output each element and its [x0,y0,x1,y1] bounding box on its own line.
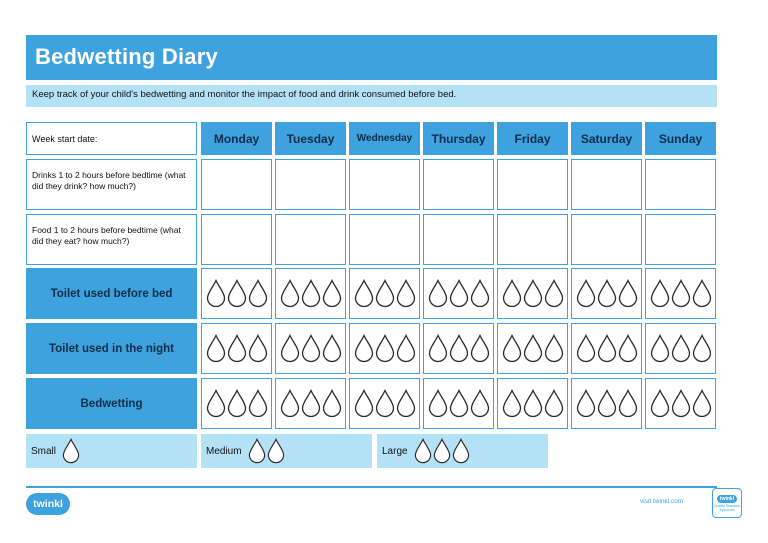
water-drop-icon [671,279,691,308]
key-large [377,434,548,468]
subtitle-text: Keep track of your child's bedwetting and monitor the impact of food and drink consumed before bed. [32,89,457,100]
key-large-label: Large [382,445,408,457]
quality-badge-icon [712,488,742,518]
water-drop-icon [227,389,247,418]
key-small-drops [62,438,80,464]
drinks-cell-wednesday[interactable] [349,159,420,210]
water-drop-icon [267,438,285,464]
water-drop-icon [396,389,416,418]
toilet-before-bed-cell-wednesday[interactable] [349,268,420,319]
food-cell-friday[interactable] [497,214,568,265]
water-drop-icon [502,334,522,363]
toilet-night-cell-sunday[interactable] [645,323,716,374]
key-small [26,434,197,468]
water-drop-icon [544,389,564,418]
drinks-label-text: Drinks 1 to 2 hours before bedtime (what did they drink? how much?) [32,170,186,191]
bedwetting-cell-wednesday[interactable] [349,378,420,429]
bedwetting-cell-tuesday[interactable] [275,378,346,429]
toilet-before-bed-cell-tuesday[interactable] [275,268,346,319]
toilet-night-cell-thursday[interactable] [423,323,494,374]
water-drop-icon [354,334,374,363]
water-drop-icon [227,334,247,363]
food-label-text: Food 1 to 2 hours before bedtime (what did they eat? how much?) [32,225,181,246]
bedwetting-cell-sunday[interactable] [645,378,716,429]
bedwetting-cell-saturday[interactable] [571,378,642,429]
key-large-drops [414,438,470,464]
water-drop-icon [354,389,374,418]
row-label-drinks [26,159,197,210]
water-drop-icon [502,389,522,418]
day-header-saturday: Saturday [571,122,642,155]
day-header-tuesday: Tuesday [275,122,346,155]
toilet-night-cell-saturday[interactable] [571,323,642,374]
water-drop-icon [671,334,691,363]
drinks-cell-monday[interactable] [201,159,272,210]
water-drop-icon [280,279,300,308]
drinks-cell-saturday[interactable] [571,159,642,210]
twinkl-logo: twinkl [26,493,70,515]
badge-text: Quality Standard Approved [713,503,741,512]
day-header-wednesday: Wednesday [349,122,420,155]
toilet-night-cell-friday[interactable] [497,323,568,374]
food-cell-wednesday[interactable] [349,214,420,265]
water-drop-icon [650,334,670,363]
water-drop-icon [301,279,321,308]
water-drop-icon [576,279,596,308]
water-drop-icon [322,279,342,308]
key-medium-drops [248,438,285,464]
toilet-before-bed-cell-friday[interactable] [497,268,568,319]
bedwetting-cell-monday[interactable] [201,378,272,429]
water-drop-icon [470,334,490,363]
water-drop-icon [650,389,670,418]
water-drop-icon [597,389,617,418]
row-label-bedwetting: Bedwetting [26,378,197,429]
key-small-label: Small [31,445,57,457]
title-banner [26,35,717,80]
toilet-night-cell-monday[interactable] [201,323,272,374]
water-drop-icon [618,334,638,363]
water-drop-icon [301,334,321,363]
toilet-before-bed-cell-thursday[interactable] [423,268,494,319]
water-drop-icon [449,389,469,418]
water-drop-icon [618,279,638,308]
water-drop-icon [396,334,416,363]
water-drop-icon [375,389,395,418]
key-medium [201,434,372,468]
water-drop-icon [428,334,448,363]
key-medium-label: Medium [206,445,242,457]
water-drop-icon [597,279,617,308]
water-drop-icon [414,438,432,464]
water-drop-icon [449,279,469,308]
water-drop-icon [502,279,522,308]
food-cell-thursday[interactable] [423,214,494,265]
water-drop-icon [433,438,451,464]
water-drop-icon [618,389,638,418]
water-drop-icon [692,389,712,418]
week-start-field[interactable] [26,122,197,155]
water-drop-icon [248,334,268,363]
day-header-friday: Friday [497,122,568,155]
water-drop-icon [375,279,395,308]
toilet-night-cell-wednesday[interactable] [349,323,420,374]
day-header-thursday: Thursday [423,122,494,155]
water-drop-icon [470,279,490,308]
week-start-label: Week start date: [32,134,98,144]
water-drop-icon [470,389,490,418]
water-drop-icon [449,334,469,363]
drinks-cell-thursday[interactable] [423,159,494,210]
water-drop-icon [248,279,268,308]
row-label-toilet-before-bed: Toilet used before bed [26,268,197,319]
subtitle-banner [26,85,717,107]
water-drop-icon [206,334,226,363]
water-drop-icon [671,389,691,418]
water-drop-icon [227,279,247,308]
water-drop-icon [301,389,321,418]
food-cell-monday[interactable] [201,214,272,265]
footer-divider [26,486,717,488]
drinks-cell-tuesday[interactable] [275,159,346,210]
water-drop-icon [428,279,448,308]
water-drop-icon [248,389,268,418]
toilet-night-cell-tuesday[interactable] [275,323,346,374]
visit-link[interactable]: visit twinkl.com [640,498,684,505]
badge-title: twinkl [717,495,737,503]
toilet-before-bed-cell-saturday[interactable] [571,268,642,319]
water-drop-icon [354,279,374,308]
water-drop-icon [576,334,596,363]
water-drop-icon [597,334,617,363]
water-drop-icon [322,389,342,418]
water-drop-icon [576,389,596,418]
row-label-food [26,214,197,265]
drinks-cell-sunday[interactable] [645,159,716,210]
row-label-toilet-night: Toilet used in the night [26,323,197,374]
food-cell-tuesday[interactable] [275,214,346,265]
water-drop-icon [650,279,670,308]
water-drop-icon [280,389,300,418]
water-drop-icon [375,334,395,363]
water-drop-icon [396,279,416,308]
bedwetting-cell-friday[interactable] [497,378,568,429]
water-drop-icon [206,279,226,308]
bedwetting-cell-thursday[interactable] [423,378,494,429]
day-header-sunday: Sunday [645,122,716,155]
food-cell-saturday[interactable] [571,214,642,265]
toilet-before-bed-cell-sunday[interactable] [645,268,716,319]
water-drop-icon [523,334,543,363]
water-drop-icon [544,279,564,308]
water-drop-icon [692,334,712,363]
drinks-cell-friday[interactable] [497,159,568,210]
day-header-monday: Monday [201,122,272,155]
water-drop-icon [523,279,543,308]
food-cell-sunday[interactable] [645,214,716,265]
page-title: Bedwetting Diary [35,44,218,69]
water-drop-icon [428,389,448,418]
water-drop-icon [206,389,226,418]
water-drop-icon [248,438,266,464]
water-drop-icon [322,334,342,363]
water-drop-icon [544,334,564,363]
water-drop-icon [523,389,543,418]
water-drop-icon [62,438,80,464]
water-drop-icon [452,438,470,464]
water-drop-icon [692,279,712,308]
water-drop-icon [280,334,300,363]
toilet-before-bed-cell-monday[interactable] [201,268,272,319]
